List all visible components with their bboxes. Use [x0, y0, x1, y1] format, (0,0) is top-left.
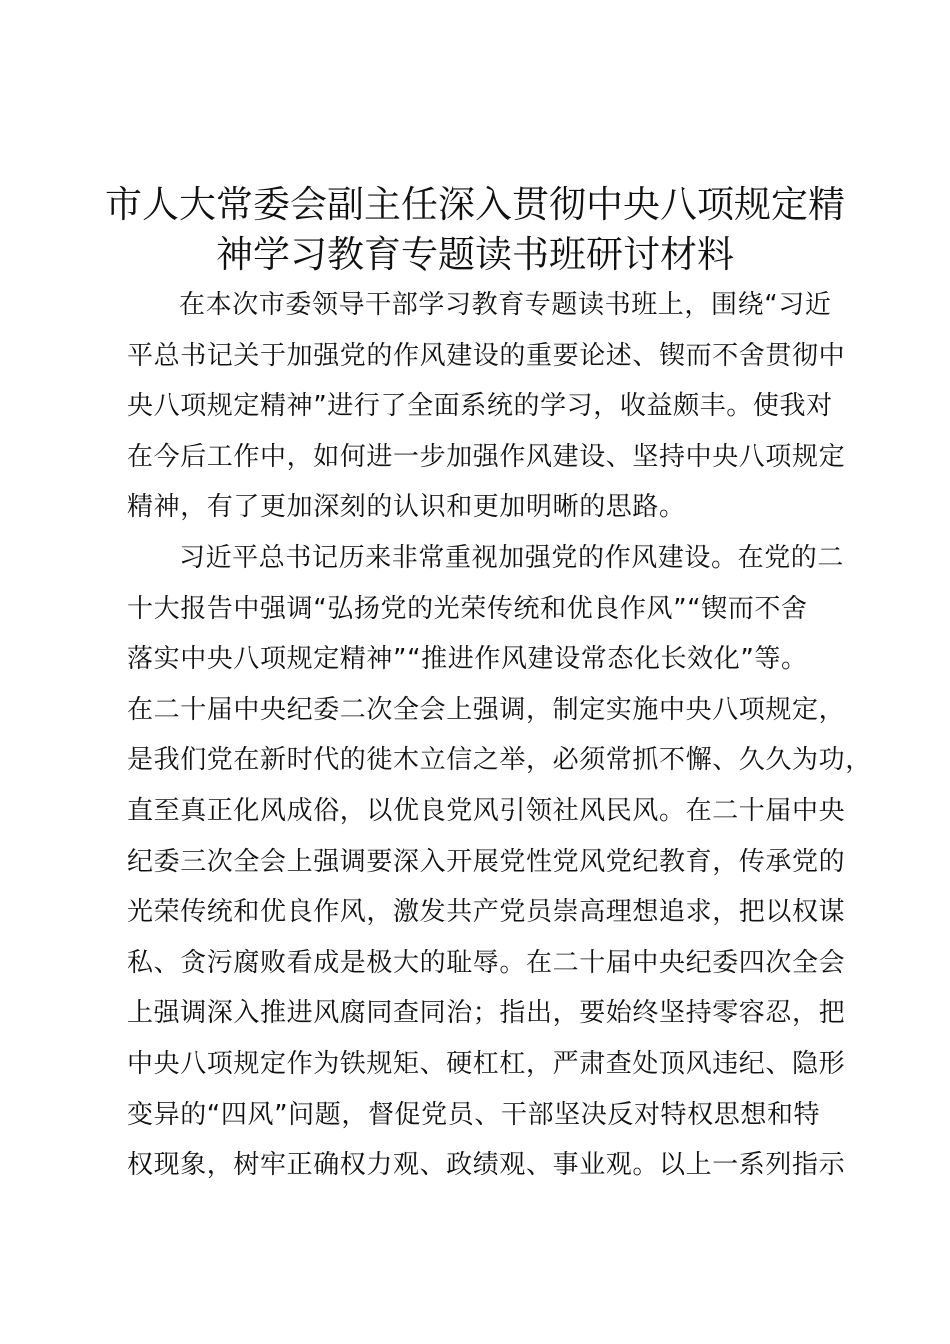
paragraph-line: 十大报告中强调“弘扬党的光荣传统和优良作风”“锲而不舍 — [127, 593, 808, 624]
paragraph-line: 在今后工作中，如何进一步加强作风建设、坚持中央八项规定 — [127, 441, 846, 472]
paragraph-line: 直至真正化风成俗，以优良党风引领社风民风。在二十届中央 — [127, 795, 846, 826]
paragraph-line: 平总书记关于加强党的作风建设的重要论述、锲而不舍贯彻中 — [127, 340, 846, 371]
paragraph-line: 是我们党在新时代的徙木立信之举，必须常抓不懈、久久为功， — [127, 745, 872, 776]
paragraph-background — [127, 533, 872, 1191]
paragraph-line: 在本次市委领导干部学习教育专题读书班上，围绕“习近 — [179, 290, 832, 320]
document-body — [127, 280, 872, 1191]
paragraph-line: 落实中央八项规定精神”“推进作风建设常态化长效化”等。 — [127, 644, 808, 675]
paragraph-line: 私、贪污腐败看成是极大的耻辱。在二十届中央纪委四次全会 — [127, 947, 846, 978]
paragraph-line: 习近平总书记历来非常重视加强党的作风建设。在党的二 — [179, 542, 845, 573]
paragraph-line: 纪委三次全会上强调要深入开展党性党风党纪教育，传承党的 — [127, 846, 846, 877]
paragraph-line: 央八项规定精神”进行了全面系统的学习，收益颇丰。使我对 — [127, 391, 833, 422]
paragraph-line: 权现象，树牢正确权力观、政绩观、事业观。以上一系列指示 — [127, 1150, 846, 1181]
paragraph-line: 中央八项规定作为铁规矩、硬杠杠，严肃查处顶风违纪、隐形 — [127, 1048, 846, 1079]
paragraph-line: 上强调深入推进风腐同查同治；指出，要始终坚持零容忍，把 — [127, 998, 846, 1029]
paragraph-line: 在二十届中央纪委二次全会上强调，制定实施中央八项规定， — [127, 694, 846, 725]
paragraph-line: 变异的“四风”问题，督促党员、干部坚决反对特权思想和特 — [127, 1099, 821, 1130]
document-title — [100, 180, 850, 280]
title-line: 市人大常委会副主任深入贯彻中央八项规定精 — [105, 183, 845, 226]
paragraph-intro — [127, 280, 847, 533]
paragraph-line: 光荣传统和优良作风，激发共产党员崇高理想追求，把以权谋 — [127, 897, 846, 928]
title-line: 神学习教育专题读书班研讨材料 — [216, 233, 734, 276]
paragraph-line: 精神，有了更加深刻的认识和更加明晰的思路。 — [127, 492, 686, 523]
